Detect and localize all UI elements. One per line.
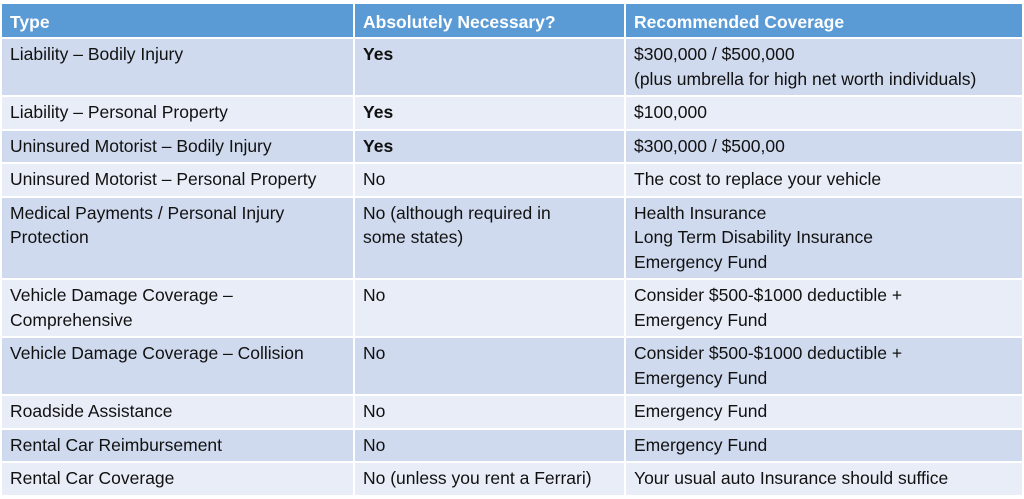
header-type: Type — [1, 3, 354, 38]
type-cell-text: Vehicle Damage Coverage – Collision — [10, 343, 304, 363]
necessary-cell — [354, 279, 625, 337]
type-cell — [1, 279, 354, 337]
type-cell — [1, 462, 354, 496]
table-body — [1, 38, 1023, 496]
type-cell — [1, 395, 354, 429]
necessary-cell — [354, 96, 625, 130]
coverage-cell-text: Your usual auto Insurance should suffice — [634, 468, 949, 488]
header-coverage: Recommended Coverage — [625, 3, 1023, 38]
necessary-cell-text: No — [363, 434, 386, 455]
type-cell-text: Vehicle Damage Coverage – — [10, 285, 233, 305]
table-row — [1, 197, 1023, 280]
table-row — [1, 395, 1023, 429]
header-necessary: Absolutely Necessary? — [354, 3, 625, 38]
coverage-cell-text: Emergency Fund — [634, 434, 768, 455]
type-cell-text: Uninsured Motorist – Bodily Injury — [10, 135, 272, 156]
coverage-cell — [625, 279, 1023, 337]
type-cell-text: Liability – Bodily Injury — [10, 44, 184, 64]
necessary-cell-text: No — [363, 285, 386, 305]
coverage-cell-text: Emergency Fund — [634, 401, 768, 421]
coverage-cell — [625, 395, 1023, 429]
type-cell — [1, 130, 354, 164]
table-row — [1, 429, 1023, 463]
type-cell — [1, 163, 354, 197]
necessary-cell — [354, 462, 625, 496]
coverage-cell-text: Emergency Fund — [634, 367, 768, 388]
header-row — [1, 3, 1023, 38]
coverage-cell-text: Emergency Fund — [634, 309, 768, 330]
necessary-cell-text: Yes — [363, 135, 394, 156]
coverage-cell — [625, 38, 1023, 96]
necessary-cell-text: No (unless you rent a Ferrari) — [363, 468, 592, 488]
type-cell — [1, 38, 354, 96]
coverage-cell — [625, 163, 1023, 197]
type-cell — [1, 197, 354, 280]
table-row — [1, 337, 1023, 395]
type-cell — [1, 429, 354, 463]
coverage-cell — [625, 429, 1023, 463]
necessary-cell — [354, 395, 625, 429]
necessary-cell — [354, 163, 625, 197]
coverage-cell — [625, 462, 1023, 496]
necessary-cell — [354, 197, 625, 280]
necessary-cell-text: No — [363, 401, 386, 421]
coverage-cell — [625, 96, 1023, 130]
necessary-cell — [354, 38, 625, 96]
type-cell-text: Liability – Personal Property — [10, 102, 228, 122]
necessary-cell-text: No (although required in — [363, 202, 551, 223]
coverage-cell-text: $300,000 / $500,00 — [634, 135, 785, 156]
coverage-cell-text: Health Insurance — [634, 202, 767, 223]
necessary-cell — [354, 429, 625, 463]
table-row — [1, 279, 1023, 337]
coverage-table-container — [0, 2, 1022, 497]
coverage-cell-text: Long Term Disability Insurance — [634, 227, 873, 247]
necessary-cell-text: Yes — [363, 102, 394, 122]
coverage-cell-text: Consider $500-$1000 deductible + — [634, 285, 903, 305]
coverage-cell — [625, 197, 1023, 280]
type-cell-text: Rental Car Coverage — [10, 468, 175, 488]
table-row — [1, 38, 1023, 96]
coverage-cell — [625, 130, 1023, 164]
type-cell — [1, 96, 354, 130]
table-row — [1, 462, 1023, 496]
table-row — [1, 163, 1023, 197]
type-cell-text: Roadside Assistance — [10, 401, 173, 421]
type-cell-text: Rental Car Reimbursement — [10, 434, 223, 455]
necessary-cell-text: Yes — [363, 44, 394, 64]
type-cell-text: Protection — [10, 227, 89, 247]
necessary-cell-text: some states) — [363, 227, 464, 247]
coverage-cell-text: Emergency Fund — [634, 251, 768, 272]
coverage-cell-text: (plus umbrella for high net worth individuals) — [634, 68, 977, 89]
coverage-cell-text: $100,000 — [634, 102, 707, 122]
table-row — [1, 96, 1023, 130]
table-row — [1, 130, 1023, 164]
coverage-cell-text: $300,000 / $500,000 — [634, 44, 795, 64]
necessary-cell-text: No — [363, 169, 386, 189]
necessary-cell — [354, 130, 625, 164]
coverage-cell — [625, 337, 1023, 395]
coverage-cell-text: Consider $500-$1000 deductible + — [634, 343, 903, 363]
type-cell-text: Medical Payments / Personal Injury — [10, 202, 285, 223]
necessary-cell — [354, 337, 625, 395]
coverage-cell-text: The cost to replace your vehicle — [634, 169, 882, 189]
type-cell-text: Comprehensive — [10, 309, 133, 330]
auto-insurance-coverage-table — [0, 2, 1024, 497]
type-cell-text: Uninsured Motorist – Personal Property — [10, 169, 317, 189]
necessary-cell-text: No — [363, 343, 386, 363]
type-cell — [1, 337, 354, 395]
